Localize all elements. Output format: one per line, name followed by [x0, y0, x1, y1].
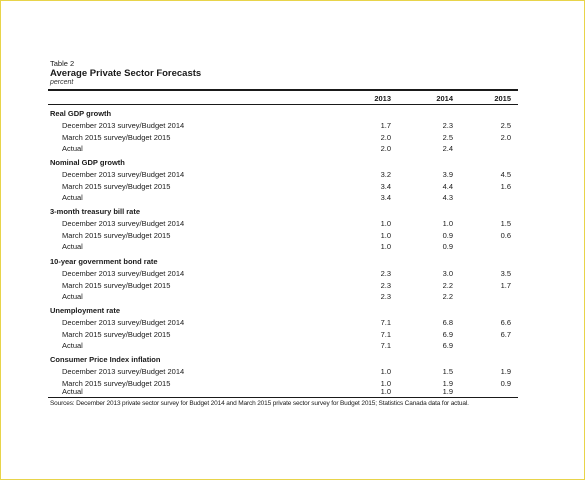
section-heading-row	[0, 305, 585, 316]
cell-value-2014: 1.0	[442, 219, 453, 228]
row-label: Actual	[62, 341, 83, 350]
section-heading: Real GDP growth	[50, 109, 112, 118]
section-heading-row	[0, 157, 585, 168]
cell-value-2014: 6.9	[442, 329, 453, 339]
column-header-2014: 2014	[436, 94, 453, 103]
table-row	[0, 192, 585, 203]
cell-value-2013: 2.0	[380, 132, 391, 142]
cell-value-2014: 3.0	[442, 269, 453, 278]
cell-value-2014: 1.9	[442, 378, 453, 388]
table-header	[50, 59, 201, 87]
bottom-rule	[48, 397, 518, 398]
row-label: March 2015 survey/Budget 2015	[62, 329, 171, 339]
cell-value-2014: 6.9	[442, 341, 453, 350]
table-row	[0, 181, 585, 192]
row-label: March 2015 survey/Budget 2015	[62, 230, 171, 240]
table-row	[0, 120, 585, 131]
cell-value-2013: 2.3	[380, 269, 391, 278]
cell-value-2015: 3.5	[500, 269, 511, 278]
cell-value-2014: 4.3	[442, 193, 453, 202]
row-label: Actual	[62, 386, 83, 396]
cell-value-2014: 2.3	[442, 121, 453, 130]
row-label: Actual	[62, 292, 83, 301]
cell-value-2015: 6.6	[500, 318, 511, 327]
cell-value-2013: 1.0	[380, 230, 391, 240]
cell-value-2015: 0.9	[500, 378, 511, 388]
row-label: December 2013 survey/Budget 2014	[62, 318, 185, 327]
row-label: December 2013 survey/Budget 2014	[62, 269, 185, 278]
table-title: Average Private Sector Forecasts	[50, 68, 202, 79]
table-row	[0, 329, 585, 340]
cell-value-2013: 2.0	[380, 144, 391, 153]
row-label: Actual	[62, 193, 83, 202]
column-header-2015: 2015	[494, 94, 511, 103]
row-label: December 2013 survey/Budget 2014	[62, 170, 185, 179]
cell-value-2014: 1.9	[442, 386, 453, 396]
cell-value-2014: 2.2	[442, 280, 453, 290]
row-label: December 2013 survey/Budget 2014	[62, 367, 185, 376]
cell-value-2013: 3.4	[380, 193, 391, 202]
column-header-2013: 2013	[374, 94, 391, 103]
cell-value-2013: 7.1	[380, 341, 391, 350]
cell-value-2015: 0.6	[500, 230, 511, 240]
cell-value-2015: 1.7	[500, 280, 511, 290]
table-row	[0, 268, 585, 279]
cell-value-2013: 1.0	[380, 386, 391, 396]
section-heading: 3-month treasury bill rate	[50, 207, 141, 216]
cell-value-2014: 2.5	[442, 132, 453, 142]
cell-value-2014: 3.9	[442, 170, 453, 179]
row-label: Actual	[62, 144, 83, 153]
cell-value-2013: 1.0	[380, 242, 391, 251]
section-heading-row	[0, 108, 585, 119]
table-row	[0, 280, 585, 291]
cell-value-2014: 2.4	[442, 144, 453, 153]
cell-value-2015: 1.5	[500, 219, 511, 228]
cell-value-2013: 3.2	[380, 170, 391, 179]
cell-value-2015: 6.7	[500, 329, 511, 339]
table-unit: percent	[50, 79, 74, 86]
table-row	[0, 366, 585, 377]
row-label: December 2013 survey/Budget 2014	[62, 219, 185, 228]
table-row	[0, 317, 585, 328]
section-heading-row	[0, 354, 585, 365]
cell-value-2014: 2.2	[442, 292, 453, 301]
cell-value-2013: 3.4	[380, 181, 391, 191]
section-heading: 10-year government bond rate	[50, 257, 158, 266]
cell-value-2014: 0.9	[442, 242, 453, 251]
cell-value-2015: 1.6	[500, 181, 511, 191]
cell-value-2014: 1.5	[442, 367, 453, 376]
section-heading: Unemployment rate	[50, 306, 121, 315]
cell-value-2015: 2.5	[500, 121, 511, 130]
cell-value-2013: 1.7	[380, 121, 391, 130]
cell-value-2015: 1.9	[500, 367, 511, 376]
table-row	[0, 386, 585, 397]
cell-value-2013: 2.3	[380, 280, 391, 290]
header-rule	[48, 104, 518, 105]
table-row	[0, 291, 585, 302]
table-row	[0, 340, 585, 351]
table-row	[0, 132, 585, 143]
cell-value-2014: 0.9	[442, 230, 453, 240]
cell-value-2015: 2.0	[500, 132, 511, 142]
section-heading-row	[0, 206, 585, 217]
section-heading: Nominal GDP growth	[50, 158, 125, 167]
cell-value-2013: 2.3	[380, 292, 391, 301]
cell-value-2013: 7.1	[380, 329, 391, 339]
table-row	[0, 218, 585, 229]
cell-value-2013: 1.0	[380, 378, 391, 388]
row-label: March 2015 survey/Budget 2015	[62, 280, 171, 290]
table-row	[0, 230, 585, 241]
cell-value-2015: 4.5	[500, 170, 511, 179]
table-row	[0, 143, 585, 154]
row-label: March 2015 survey/Budget 2015	[62, 132, 171, 142]
top-rule	[48, 89, 518, 91]
table-row	[0, 169, 585, 180]
section-heading: Consumer Price Index inflation	[50, 355, 161, 364]
section-heading-row	[0, 256, 585, 267]
cell-value-2014: 4.4	[442, 181, 453, 191]
source-note: Sources: December 2013 private sector survey for Budget 2014 and March 2015 private sector survey for Budget 2015; Statistics Canada data for actual.	[50, 400, 469, 407]
row-label: December 2013 survey/Budget 2014	[62, 121, 185, 130]
row-label: March 2015 survey/Budget 2015	[62, 181, 171, 191]
cell-value-2014: 6.8	[442, 318, 453, 327]
row-label: Actual	[62, 242, 83, 251]
cell-value-2013: 7.1	[380, 318, 391, 327]
table-number: Table 2	[50, 59, 75, 68]
table-row	[0, 241, 585, 252]
cell-value-2013: 1.0	[380, 367, 391, 376]
row-label: March 2015 survey/Budget 2015	[62, 378, 171, 388]
cell-value-2013: 1.0	[380, 219, 391, 228]
